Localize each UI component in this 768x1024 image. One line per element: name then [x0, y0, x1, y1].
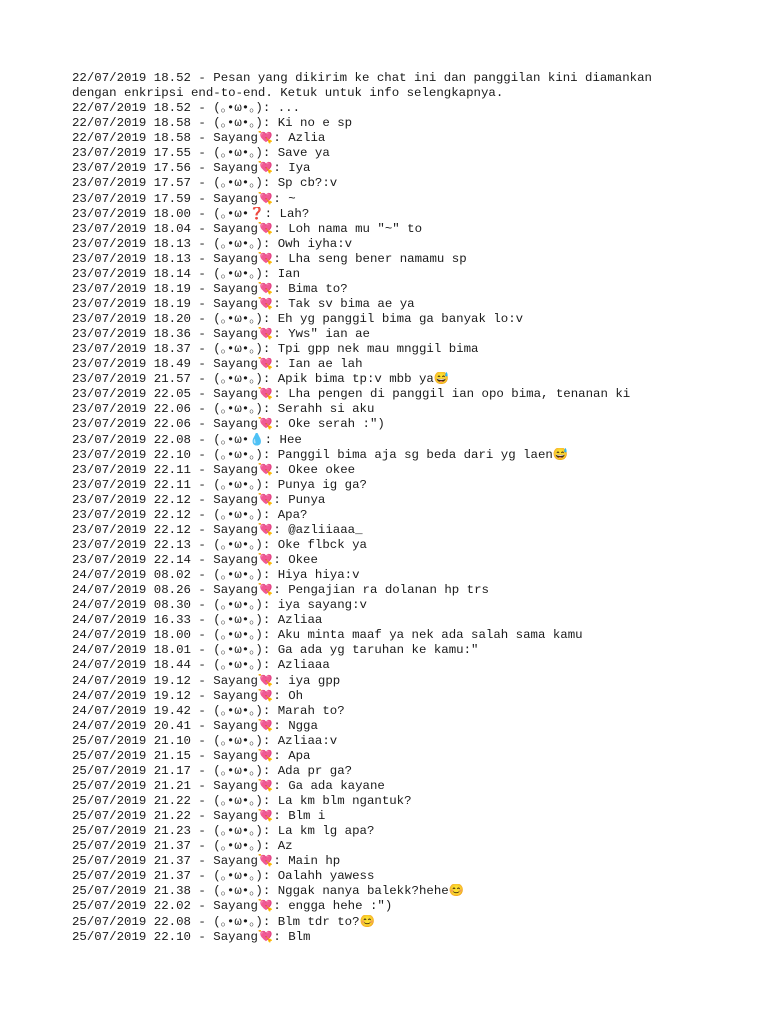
- text-line: 24/07/2019 18.44 - (｡•ω•｡): Azliaaa: [72, 658, 330, 673]
- text-line: 23/07/2019 18.00 - (｡•ω•❓: Lah?: [72, 206, 310, 221]
- text-line: 23/07/2019 22.13 - (｡•ω•｡): Oke flbck ya: [72, 537, 367, 552]
- text-line: 24/07/2019 18.01 - (｡•ω•｡): Ga ada yg taruhan ke kamu:": [72, 643, 479, 658]
- text-line: 23/07/2019 18.13 - (｡•ω•｡): Owh iyha:v: [72, 236, 353, 251]
- text-line: 25/07/2019 22.10 - Sayang💘: Blm: [72, 929, 311, 944]
- text-line: 23/07/2019 18.04 - Sayang💘: Loh nama mu "~" to: [72, 221, 423, 236]
- text-line: 22/07/2019 18.58 - Sayang💘: Azlia: [72, 131, 326, 146]
- text-line: 24/07/2019 16.33 - (｡•ω•｡): Azliaa: [72, 613, 323, 628]
- text-line: 23/07/2019 22.12 - Sayang💘: Punya: [72, 492, 326, 507]
- text-line: 25/07/2019 21.22 - (｡•ω•｡): La km blm ngantuk?: [72, 794, 412, 808]
- text-line: 23/07/2019 22.05 - Sayang💘: Lha pengen di panggil ian opo bima, tenanan ki: [72, 387, 631, 402]
- chat-export-document: [72, 71, 752, 945]
- text-line: 24/07/2019 08.02 - (｡•ω•｡): Hiya hiya:v: [72, 568, 360, 583]
- text-line: 22/07/2019 18.58 - (｡•ω•｡): Ki no e sp: [72, 116, 353, 131]
- text-line: 23/07/2019 18.20 - (｡•ω•｡): Eh yg panggil bima ga banyak lo:v: [72, 312, 524, 326]
- text-line: dengan enkripsi end-to-end. Ketuk untuk info selengkapnya.: [72, 86, 504, 101]
- text-line: 23/07/2019 22.12 - (｡•ω•｡): Apa?: [72, 507, 308, 522]
- text-line: 25/07/2019 21.23 - (｡•ω•｡): La km lg apa?: [72, 824, 375, 839]
- text-line: 23/07/2019 22.06 - Sayang💘: Oke serah :"): [72, 417, 385, 432]
- text-line: 24/07/2019 08.26 - Sayang💘: Pengajian ra dolanan hp trs: [72, 583, 489, 598]
- text-line: 23/07/2019 18.13 - Sayang💘: Lha seng bener namamu sp: [72, 251, 467, 266]
- text-line: 23/07/2019 18.19 - Sayang💘: Tak sv bima ae ya: [72, 296, 415, 311]
- text-line: 22/07/2019 18.52 - (｡•ω•｡): ...: [72, 101, 301, 116]
- text-line: 24/07/2019 20.41 - Sayang💘: Ngga: [72, 718, 318, 733]
- text-line: 25/07/2019 21.37 - (｡•ω•｡): Az: [72, 839, 293, 854]
- text-line: 23/07/2019 22.11 - Sayang💘: Okee okee: [72, 462, 356, 477]
- text-line: 23/07/2019 22.11 - (｡•ω•｡): Punya ig ga?: [72, 477, 367, 492]
- text-line: 23/07/2019 18.14 - (｡•ω•｡): Ian: [72, 266, 301, 281]
- text-line: 23/07/2019 17.56 - Sayang💘: Iya: [72, 161, 311, 176]
- text-line: 23/07/2019 22.12 - Sayang💘: @azliiaaa_: [72, 522, 363, 537]
- text-line: 25/07/2019 22.02 - Sayang💘: engga hehe :"): [72, 899, 393, 914]
- text-line: 25/07/2019 22.08 - (｡•ω•｡): Blm tdr to?😊: [72, 914, 375, 929]
- text-line: 25/07/2019 21.15 - Sayang💘: Apa: [72, 748, 311, 763]
- text-line: 23/07/2019 22.10 - (｡•ω•｡): Panggil bima aja sg beda dari yg laen😅: [72, 447, 569, 462]
- text-line: 23/07/2019 22.06 - (｡•ω•｡): Serahh si aku: [72, 402, 375, 417]
- text-line: 23/07/2019 21.57 - (｡•ω•｡): Apik bima tp:v mbb ya😅: [72, 372, 450, 387]
- text-line: 24/07/2019 19.12 - Sayang💘: Oh: [72, 688, 304, 703]
- text-line: 24/07/2019 19.42 - (｡•ω•｡): Marah to?: [72, 703, 345, 718]
- text-line: 23/07/2019 18.37 - (｡•ω•｡): Tpi gpp nek mau mnggil bima: [72, 342, 479, 357]
- text-line: 25/07/2019 21.38 - (｡•ω•｡): Nggak nanya balekk?hehe😊: [72, 884, 465, 899]
- text-line: 24/07/2019 08.30 - (｡•ω•｡): iya sayang:v: [72, 598, 367, 613]
- text-line: 23/07/2019 17.57 - (｡•ω•｡): Sp cb?:v: [72, 176, 338, 191]
- text-line: 23/07/2019 18.49 - Sayang💘: Ian ae lah: [72, 357, 363, 372]
- text-line: 25/07/2019 21.10 - (｡•ω•｡): Azliaa:v: [72, 733, 338, 748]
- text-line: 25/07/2019 21.17 - (｡•ω•｡): Ada pr ga?: [72, 763, 353, 778]
- text-line: 24/07/2019 18.00 - (｡•ω•｡): Aku minta maaf ya nek ada salah sama kamu: [72, 628, 583, 643]
- text-line: 25/07/2019 21.37 - (｡•ω•｡): Oalahh yawess: [72, 869, 375, 884]
- text-line: 25/07/2019 21.21 - Sayang💘: Ga ada kayane: [72, 778, 385, 793]
- text-line: 23/07/2019 18.36 - Sayang💘: Yws" ian ae: [72, 327, 370, 342]
- text-line: 22/07/2019 18.52 - Pesan yang dikirim ke chat ini dan panggilan kini diamankan: [72, 71, 652, 85]
- text-line: 23/07/2019 17.55 - (｡•ω•｡): Save ya: [72, 146, 330, 161]
- text-line: 23/07/2019 18.19 - Sayang💘: Bima to?: [72, 281, 348, 296]
- text-line: 23/07/2019 22.14 - Sayang💘: Okee: [72, 553, 318, 567]
- text-line: 25/07/2019 21.37 - Sayang💘: Main hp: [72, 854, 341, 869]
- text-line: 25/07/2019 21.22 - Sayang💘: Blm i: [72, 809, 326, 824]
- text-line: 23/07/2019 22.08 - (｡•ω•💧: Hee: [72, 432, 302, 447]
- text-line: 23/07/2019 17.59 - Sayang💘: ~: [72, 191, 296, 206]
- text-line: 24/07/2019 19.12 - Sayang💘: iya gpp: [72, 673, 341, 688]
